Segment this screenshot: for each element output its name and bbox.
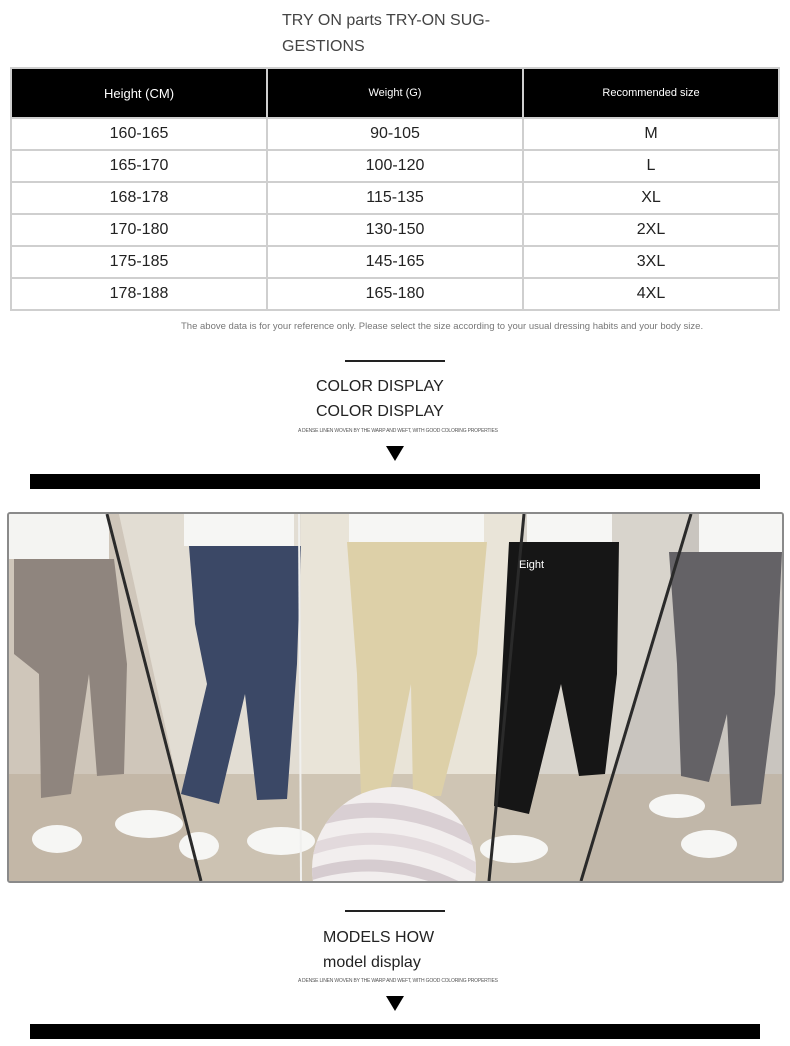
model-section-bar	[30, 1024, 760, 1039]
product-color-photo	[7, 512, 784, 883]
weight-cell: 100-120	[267, 150, 523, 182]
white-tshirt	[699, 514, 782, 552]
height-cell: 168-178	[11, 182, 267, 214]
color-section-tagline: A DENSE LINEN WOVEN BY THE WARP AND WEFT, WITH GOOD COLORING PROPERTIES	[298, 428, 498, 434]
table-row	[11, 118, 779, 150]
color-section-title-line2: COLOR DISPLAY	[316, 403, 444, 420]
table-row	[11, 246, 779, 278]
white-tshirt	[527, 514, 612, 542]
weight-cell: 115-135	[267, 182, 523, 214]
down-arrow-icon	[386, 446, 404, 461]
color-section-title-line1: COLOR DISPLAY	[316, 378, 444, 395]
height-cell: 165-170	[11, 150, 267, 182]
weight-cell: 130-150	[267, 214, 523, 246]
model-section-title-line2: model display	[323, 954, 421, 971]
size-cell: L	[523, 150, 779, 182]
height-cell: 170-180	[11, 214, 267, 246]
column-header-height: Height (CM)	[11, 68, 267, 118]
weight-cell: 145-165	[267, 246, 523, 278]
weight-cell: 90-105	[267, 118, 523, 150]
size-cell: 4XL	[523, 278, 779, 310]
model-section-tagline: A DENSE LINEN WOVEN BY THE WARP AND WEFT, WITH GOOD COLORING PROPERTIES	[298, 978, 498, 984]
reference-note: The above data is for your reference only. Please select the size according to your usual dressing habits and your body size.	[181, 321, 704, 332]
white-sneaker	[179, 832, 219, 860]
size-table	[10, 67, 780, 311]
color-section-title	[316, 374, 444, 424]
height-cell: 160-165	[11, 118, 267, 150]
table-row	[11, 214, 779, 246]
size-cell: M	[523, 118, 779, 150]
weight-cell: 165-180	[267, 278, 523, 310]
height-cell: 175-185	[11, 246, 267, 278]
color-section-rule	[345, 360, 445, 362]
height-cell: 178-188	[11, 278, 267, 310]
size-cell: 3XL	[523, 246, 779, 278]
white-sneaker	[649, 794, 705, 818]
pants-color-illustration	[9, 514, 782, 881]
model-section-rule	[345, 910, 445, 912]
white-sneaker	[115, 810, 183, 838]
color-section-bar	[30, 474, 760, 489]
white-tshirt	[349, 514, 484, 542]
white-sneaker	[681, 830, 737, 858]
down-arrow-icon	[386, 996, 404, 1011]
table-row	[11, 150, 779, 182]
table-row	[11, 278, 779, 310]
model-section-title-line1: MODELS HOW	[323, 929, 435, 946]
size-table-header-row	[11, 68, 779, 118]
size-cell: 2XL	[523, 214, 779, 246]
white-sneaker	[32, 825, 82, 853]
size-guide-heading-line2: GESTIONS	[282, 38, 365, 55]
column-header-recommended-size: Recommended size	[523, 68, 779, 118]
model-section-title	[323, 925, 434, 975]
size-cell: XL	[523, 182, 779, 214]
white-tshirt	[9, 514, 109, 559]
white-sneaker	[247, 827, 315, 855]
white-tshirt	[184, 514, 294, 546]
table-row	[11, 182, 779, 214]
size-guide-heading	[282, 8, 542, 60]
size-guide-heading-line1: TRY ON parts TRY-ON SUG-	[282, 12, 491, 29]
photo-overlay-label: Eight	[519, 559, 545, 571]
column-header-weight: Weight (G)	[267, 68, 523, 118]
